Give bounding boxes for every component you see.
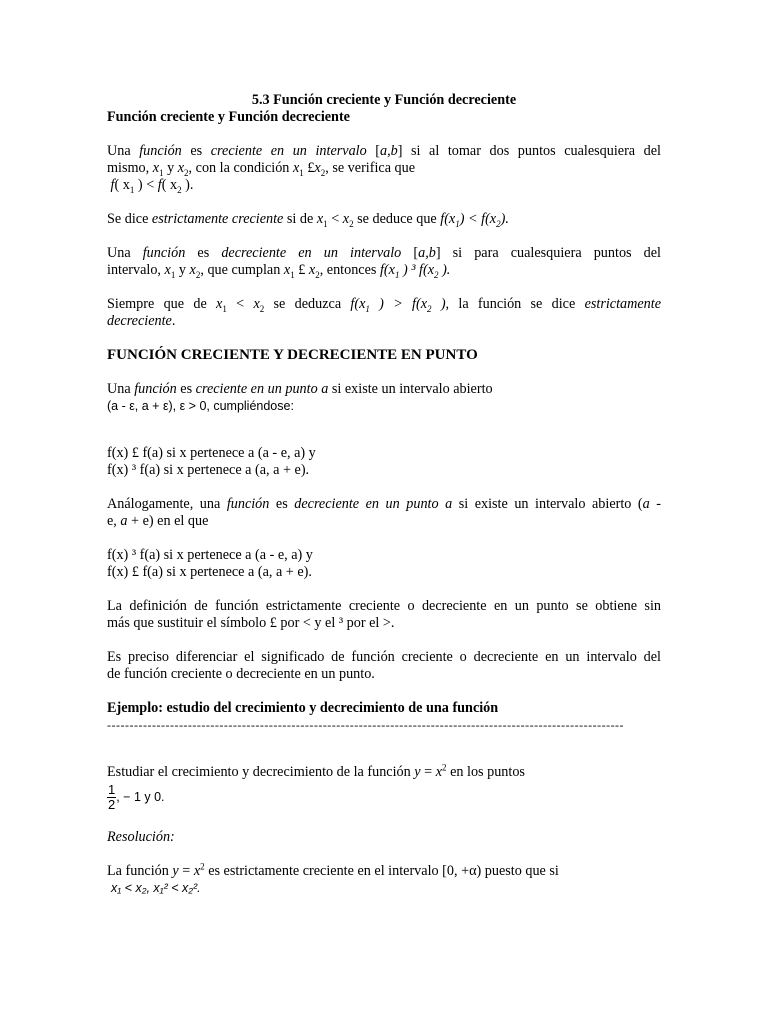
paragraph-estrictamente-decreciente: Siempre que de $x_1 < x_2$ se deduzca $f(x_1$ ) > $f(x_2$ ), la función se dice estrictamente decreciente. [107,296,662,329]
paragraph-resolucion: La función $y = x^2$ es estrictamente creciente en el intervalo [0, +α) puesto que si x₁ < x₂, x₁² < x₂². [107,863,661,897]
paragraph-diferenciar: Es preciso diferenciar el significado de función creciente o decreciente en un intervalo del de función creciente o decreciente en un punto. [107,649,661,682]
paragraph-estrictamente-creciente: Se dice estrictamente creciente si de $x_1 < x_2$ se deduce que $f(x_1) < f(x_2)$. [107,211,509,229]
divider-dashes: ------------------------------------------------------------------------------------------------------------------- [107,718,625,732]
paragraph-decreciente-intervalo: Una función es decreciente en un intervalo [a,b] si para cualesquiera puntos del intervalo, $x_1$ y $x_2$, que cumplan $x_1$ £ $x_2$, entonces $f(x_1$ ) ³ $f(x_2$ ). [107,245,661,280]
document-page [107,92,661,897]
subtitle: Función creciente y Función decreciente [107,109,350,125]
paragraph-decreciente-punto: Análogamente, una función es decreciente en un punto a si existe un intervalo abierto (a - e, a + e) en el que [107,496,661,529]
paragraph-definicion-estricta: La definición de función estrictamente creciente o decreciente en un punto se obtiene sin más que sustituir el símbolo £ por < y el ³ por el >. [107,598,661,631]
section-title: 5.3 Función creciente y Función decreciente [251,92,517,108]
heading-funcion-en-punto: FUNCIÓN CRECIENTE Y DECRECIENTE EN PUNTO [107,347,478,363]
paragraph-creciente-punto: Una función es creciente en un punto a si existe un intervalo abierto (a - ε, a + ε), ε > 0, cumpliéndose: [107,381,661,415]
paragraph-creciente-intervalo: Una función es creciente en un intervalo [a,b] si al tomar dos puntos cualesquiera del mismo, $x_1$ y $x_2$, con la condición $x_1$ $£x_2$, se verifica que f( $x_1$ ) < f( $x_2$ ). [107,143,661,195]
resolution-label: Resolución: [107,829,175,845]
inequality-formula: x₁ < x₂, x₁² < x₂². [111,881,201,895]
conditions-decreciente: f(x) ³ f(a) si x pertenece a (a - e, a) y f(x) £ f(a) si x pertenece a (a, a + e). [107,547,313,580]
interval-formula: (a - ε, a + ε), ε > 0, cumpliéndose: [107,399,294,413]
fraction-one-half: $\frac{1}{2}$ [108,782,116,812]
paragraph-estudiar: Estudiar el crecimiento y decrecimiento de la función $y = x^2$ en los puntos $\frac{1}{2}$ , − 1 y 0. [107,762,525,812]
conditions-creciente: f(x) £ f(a) si x pertenece a (a - e, a) y f(x) ³ f(a) si x pertenece a (a, a + e). [107,445,316,478]
example-heading: Ejemplo: estudio del crecimiento y decrecimiento de una función [107,700,499,716]
